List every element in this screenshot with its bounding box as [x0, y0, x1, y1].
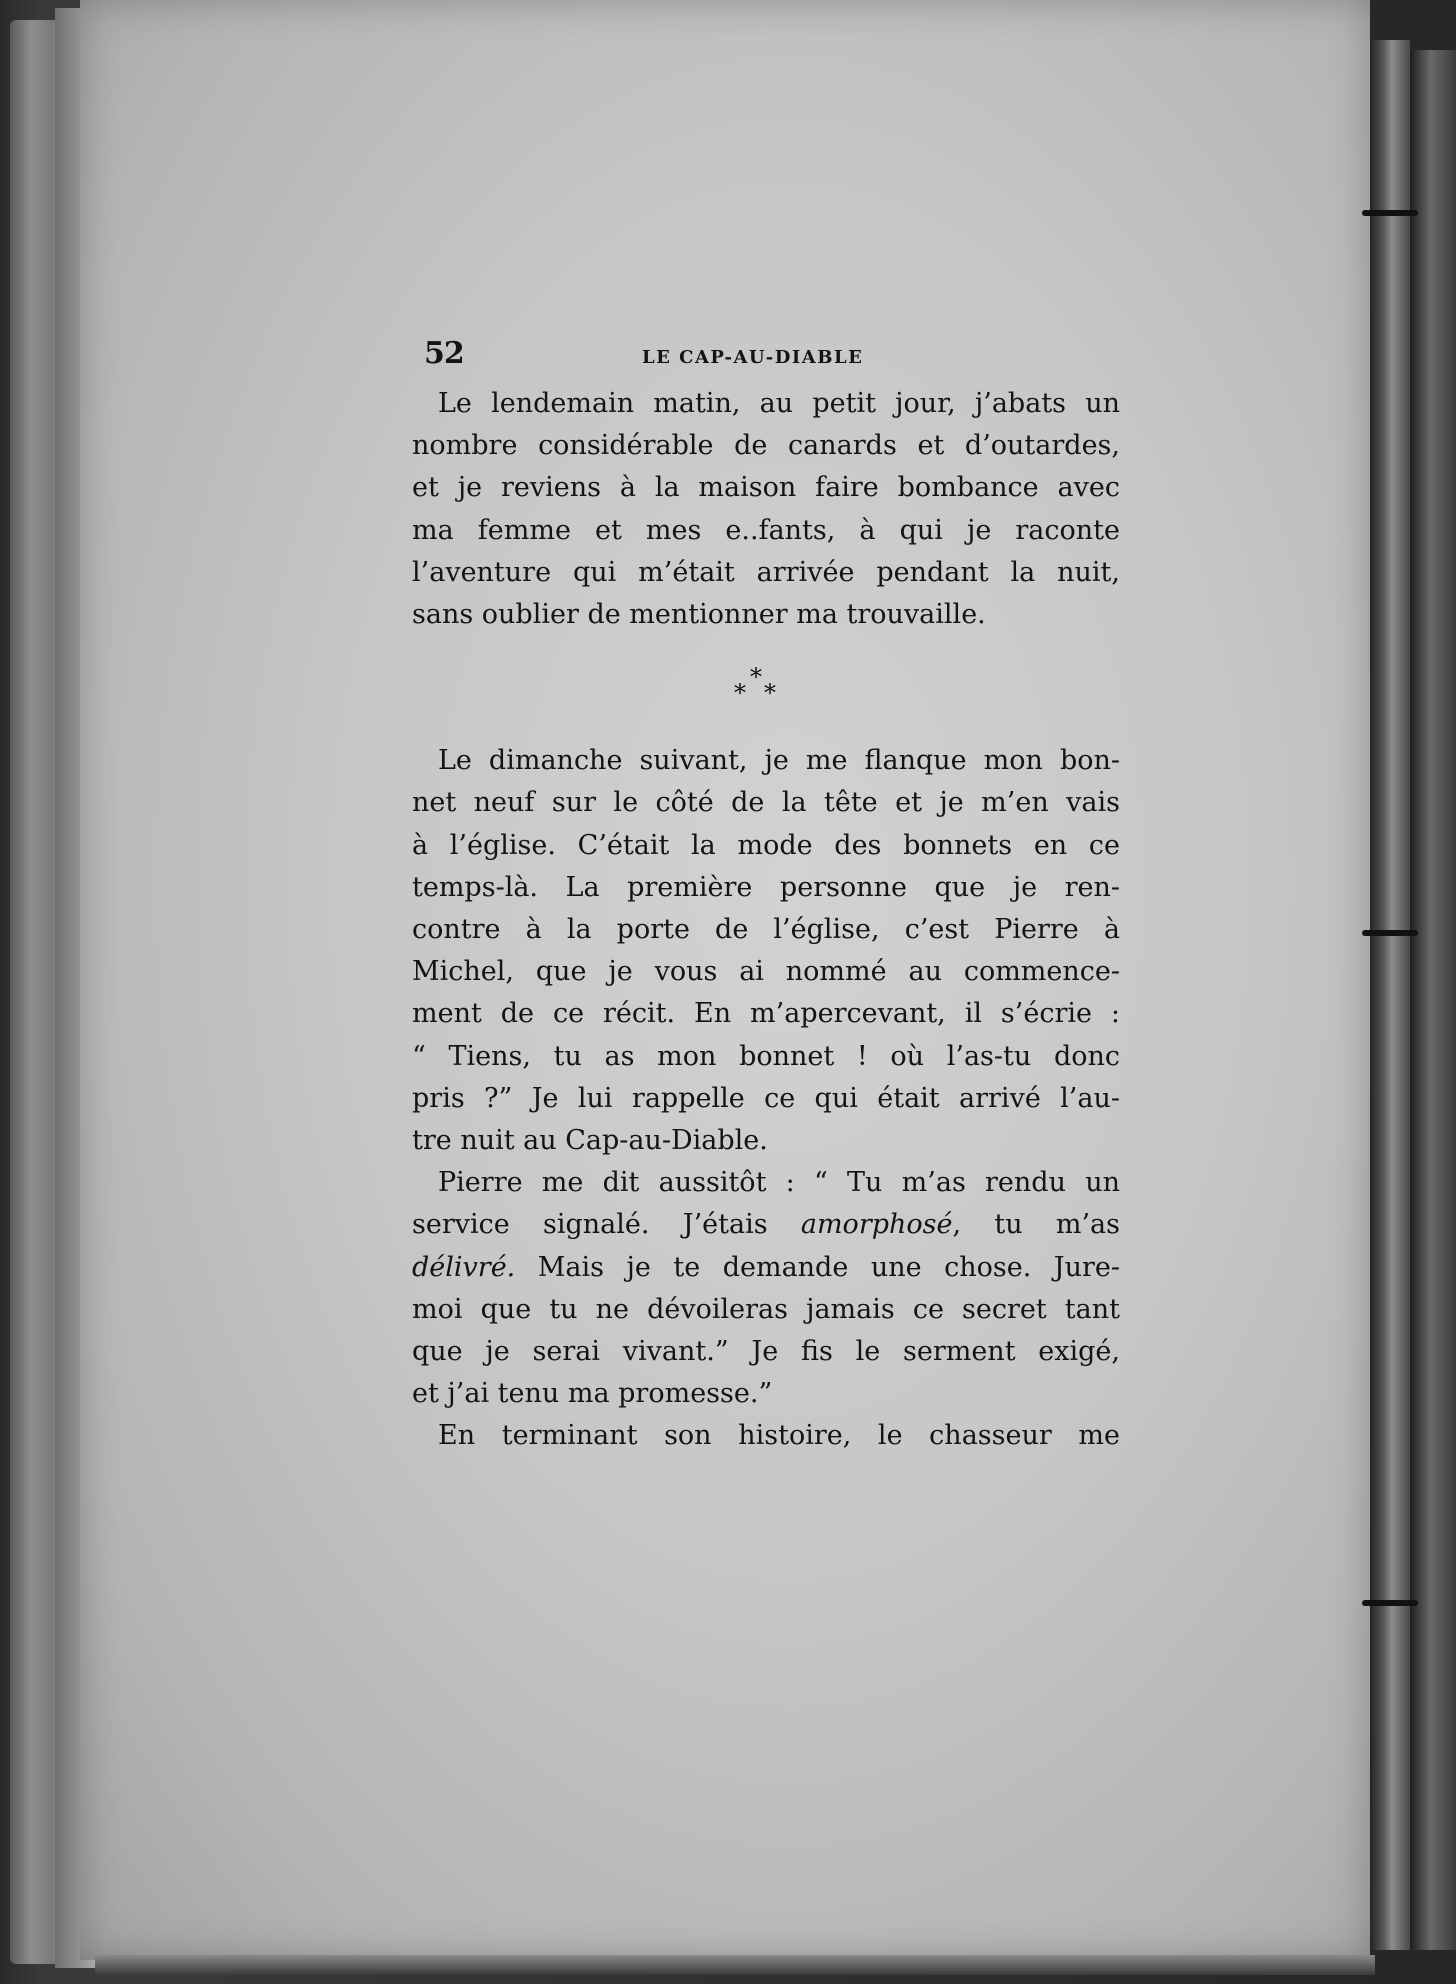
text-line	[412, 1247, 1120, 1289]
text-line: à l’église. C’était la mode des bonnets en ce	[412, 829, 1120, 861]
paragraph-4	[412, 1415, 1120, 1457]
italic-word: amorphosé	[800, 1209, 953, 1241]
running-head: LE CAP-AU-DIABLE	[642, 347, 864, 368]
text-line: ment de ce récit. En m’apercevant, il s’écrie :	[412, 998, 1120, 1030]
text-line: ma femme et mes e..fants, à qui je raconte	[412, 514, 1120, 546]
text-line: pris ?” Je lui rappelle ce qui était arrivé l’au-	[412, 1082, 1120, 1114]
text-line: “ Tiens, tu as mon bonnet ! où l’as-tu donc	[412, 1040, 1120, 1072]
text-line: En terminant son histoire, le chasseur me	[438, 1420, 1120, 1452]
text-run: service signalé. J’étais	[412, 1209, 801, 1241]
text-run: Mais je te demande une chose. Jure-	[515, 1251, 1120, 1283]
text-line: Pierre me dit aussitôt : “ Tu m’as rendu un	[438, 1167, 1120, 1199]
paragraph-3	[412, 1162, 1120, 1415]
italic-word: délivré.	[412, 1251, 516, 1283]
text-line: Le lendemain matin, au petit jour, j’abats un	[438, 388, 1120, 419]
text-line: sans oublier de mentionner ma trouvaille.	[412, 599, 986, 631]
book-binding	[1370, 40, 1410, 1950]
binding-stitch	[1362, 1600, 1418, 1606]
binding-stitch	[1362, 930, 1418, 936]
text-line: l’aventure qui m’était arrivée pendant la nuit,	[412, 556, 1120, 588]
text-line: nombre considérable de canards et d’outardes,	[412, 430, 1120, 462]
text-line: tre nuit au Cap-au-Diable.	[412, 1125, 768, 1157]
asterism-star: *	[764, 679, 776, 708]
page-number: 52	[424, 336, 464, 371]
text-line: Michel, que je vous ai nommé au commence-	[412, 956, 1120, 988]
text-run: , tu m’as	[952, 1209, 1121, 1241]
text-line: temps-là. La première personne que je ren-	[412, 871, 1120, 903]
section-separator	[412, 646, 1120, 726]
page-edge-bottom	[95, 1955, 1375, 1975]
text-line	[412, 1204, 1120, 1246]
text-line: et je reviens à la maison faire bombance avec	[412, 472, 1120, 504]
asterism-star: *	[750, 663, 762, 692]
text-line: que je serai vivant.” Je fis le serment exigé,	[412, 1336, 1120, 1368]
text-line: contre à la porte de l’église, c’est Pierre à	[412, 914, 1120, 946]
book-binding-outer	[1410, 50, 1456, 1950]
text-line: Le dimanche suivant, je me flanque mon bon-	[438, 745, 1120, 777]
text-line: net neuf sur le côté de la tête et je m’en vais	[412, 787, 1120, 819]
binding-stitch	[1362, 210, 1418, 216]
page-header	[412, 333, 1120, 377]
text-line: et j’ai tenu ma promesse.”	[412, 1378, 773, 1410]
paragraph-2	[412, 740, 1120, 1162]
paragraph-1	[412, 383, 1120, 636]
text-line: moi que tu ne dévoileras jamais ce secret tant	[412, 1293, 1120, 1325]
page-text	[412, 333, 1120, 1458]
asterism-star: *	[734, 679, 746, 708]
